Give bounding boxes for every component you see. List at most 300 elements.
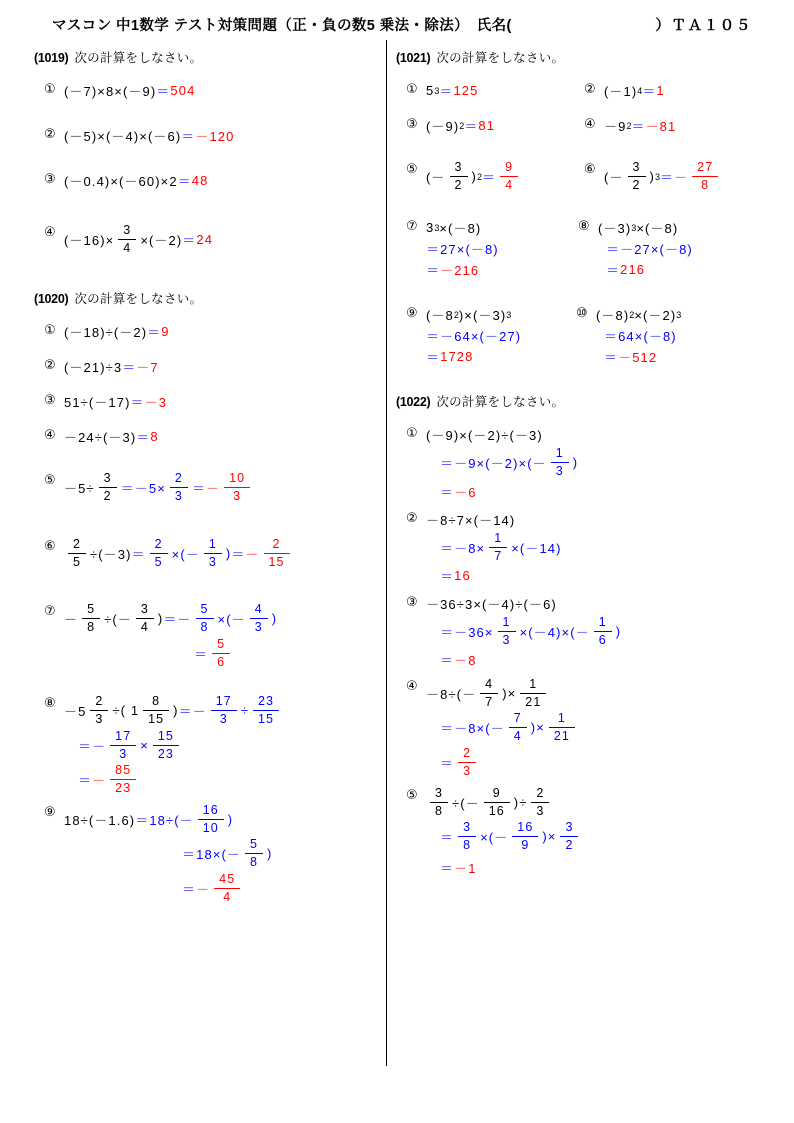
item-1021-9: [406, 305, 574, 366]
item-marker: ③: [44, 171, 57, 186]
work1-close-paren: ): [227, 812, 234, 828]
question-expression: (－18)÷(－2): [64, 325, 148, 341]
denominator: 3: [219, 712, 228, 727]
exponent: 3: [654, 171, 660, 182]
work-expression: ＝27×(－8): [426, 242, 499, 258]
item-marker: ⑨: [44, 804, 57, 819]
denominator: 2: [632, 178, 641, 193]
item-marker: ⑤: [406, 786, 419, 802]
work2-sign: －: [92, 738, 107, 754]
numerator: 3: [103, 471, 112, 486]
item-1021-3: [406, 116, 574, 135]
equals-sign: ＝: [130, 395, 145, 411]
line-question: [64, 695, 283, 726]
fraction-bar: [214, 888, 240, 889]
fraction-bar: [692, 176, 718, 177]
equals-sign-1: ＝: [120, 481, 135, 497]
item-marker: ①: [406, 425, 419, 441]
answer-sign: －: [196, 881, 211, 897]
denominator: 9: [521, 838, 530, 853]
numerator: 1: [555, 446, 564, 461]
fraction-bar: [153, 745, 179, 746]
numerator: 2: [95, 694, 104, 709]
work-operator-2: )×: [542, 829, 557, 845]
equals-sign-1: ＝: [440, 721, 455, 737]
denominator: 3: [254, 619, 263, 634]
numerator: 17: [115, 728, 132, 743]
question-expression: (－21)÷3: [64, 360, 123, 376]
fraction-bar: [224, 487, 250, 488]
question-expression: (－5)×(－4)×(－6): [64, 129, 182, 144]
exponent-1: 2: [453, 309, 459, 320]
equals-sign: ＝: [439, 84, 454, 99]
answer-value: 48: [191, 173, 209, 188]
question-sign: －: [64, 611, 79, 627]
work-operator: ×(－4)×(－: [519, 624, 590, 640]
fraction-work-1: [150, 538, 168, 569]
fraction-question-2: [520, 678, 546, 709]
exponent-2: 3: [506, 309, 512, 320]
question-expression: (－9)×(－2)÷(－3): [426, 428, 543, 444]
item-1021-8: [578, 218, 693, 279]
fraction-bar: [110, 779, 136, 780]
fraction-work1-1: [211, 695, 237, 726]
fraction-work1: [198, 804, 224, 835]
item-marker: ⑤: [44, 472, 57, 488]
fraction-work: [170, 472, 188, 503]
denominator: 2: [565, 838, 574, 853]
equals-sign-1: ＝: [440, 456, 455, 472]
denominator: 8: [701, 178, 710, 193]
item-1022-1: [406, 425, 756, 500]
denominator: 3: [233, 489, 242, 504]
fraction-bar: [204, 553, 222, 554]
fraction-work-3: [560, 821, 578, 852]
problem-1022: [396, 392, 756, 877]
item-marker: ⑧: [578, 218, 591, 234]
question-operator: ÷( 1: [112, 703, 140, 719]
line-work: [604, 326, 681, 345]
header-code: ）ＴＡ１０５: [655, 18, 752, 34]
fraction-bar: [170, 487, 188, 488]
numerator: 16: [202, 803, 219, 817]
line-answer: [440, 650, 621, 669]
answer-value: －81: [645, 119, 677, 134]
numerator: 1: [502, 614, 511, 629]
base-value: 3: [426, 220, 435, 236]
fraction-question-1: [90, 695, 108, 726]
numerator: 2: [154, 536, 163, 551]
denominator: 6: [598, 632, 607, 647]
equals-sign: ＝: [426, 263, 441, 279]
denominator: 4: [123, 241, 132, 256]
equals-sign-2: ＝: [440, 568, 455, 584]
equals-sign-1: ＝: [131, 546, 146, 562]
work1-part-a: 18÷(－: [149, 813, 194, 829]
denominator: 4: [140, 619, 149, 634]
denominator: 23: [115, 780, 132, 795]
equals-sign-1: ＝: [440, 624, 455, 640]
denominator: 7: [485, 695, 494, 710]
equals-sign-1: ＝: [178, 704, 193, 720]
denominator: 3: [95, 712, 104, 727]
problem-1019-title: [34, 48, 379, 66]
answer-value: －216: [440, 263, 480, 279]
denominator: 10: [202, 821, 219, 836]
item-1022-4: [406, 678, 756, 778]
item-1019-4: [44, 224, 379, 255]
fraction-question-2: [484, 787, 510, 818]
equals-sign-1: ＝: [440, 540, 455, 556]
answer-value: －8: [454, 653, 477, 668]
work-sign: －: [177, 611, 192, 627]
fraction-bar: [520, 693, 546, 694]
base-value: (－1): [604, 84, 638, 99]
numerator: 2: [536, 785, 545, 800]
numerator: 4: [254, 601, 263, 616]
line-work: [440, 616, 621, 647]
problem-number: (1021): [396, 51, 431, 65]
fraction-bar: [211, 710, 237, 711]
equals-sign-1: ＝: [163, 611, 178, 627]
fraction-bar: [500, 176, 518, 177]
equals-sign: ＝: [177, 174, 192, 189]
question-close-paren: ): [157, 610, 164, 626]
open-paren-sign: (－: [604, 170, 624, 186]
equals-sign-1: ＝: [440, 830, 455, 846]
fraction-bar: [212, 653, 230, 654]
line-question: [426, 787, 582, 818]
fraction-work-1: [498, 616, 516, 647]
answer-value: －512: [618, 350, 658, 366]
numerator: 1: [557, 711, 566, 726]
question-expression: －8÷7×(－14): [426, 512, 516, 528]
question-part-b: ÷(－3): [90, 546, 132, 562]
item-1020-2: [44, 357, 379, 376]
denominator: 15: [268, 554, 285, 569]
denominator: 15: [148, 712, 165, 727]
work-part-a: －8×(－: [454, 721, 505, 737]
exponent: 3: [631, 222, 637, 233]
line-answer: [440, 482, 578, 501]
work2-part-a: 18×(－: [196, 847, 241, 863]
denominator: 8: [249, 855, 259, 870]
fraction-question-1: [480, 678, 498, 709]
left-column: [34, 48, 379, 904]
fraction-bar: [489, 547, 507, 548]
equals-sign: ＝: [464, 119, 479, 134]
fraction-bar: [90, 710, 108, 711]
equals-sign: ＝: [426, 350, 441, 366]
fraction-bar: [245, 853, 263, 854]
fraction-work-2: [512, 821, 538, 852]
numerator: 1: [529, 677, 538, 691]
fraction-answer: [110, 764, 136, 795]
denominator: 8: [87, 619, 96, 634]
fraction-bar: [82, 618, 100, 619]
question-part-b: ×(－2): [634, 308, 677, 324]
fraction-question-2: [136, 603, 154, 634]
fraction-bar: [549, 727, 575, 728]
item-1021-2: [584, 81, 665, 100]
fraction-answer: [692, 161, 718, 192]
fraction-bar: [196, 618, 214, 619]
item-marker: ①: [406, 81, 419, 96]
fraction-work: [489, 532, 507, 563]
work-expression: ＝64×(－8): [604, 329, 677, 345]
line-work: [440, 712, 579, 743]
fraction-bar: [560, 836, 578, 837]
close-paren: ): [649, 169, 655, 185]
work1-sign: －: [192, 704, 207, 720]
question-operator-1: ÷(－: [452, 795, 480, 811]
item-marker: ③: [44, 392, 57, 408]
work-expression: ＝－64×(－27): [426, 329, 522, 345]
base-value: (－3): [598, 221, 632, 237]
problem-1021: [396, 48, 756, 366]
problem-number: (1020): [34, 292, 69, 307]
fraction-work-2: [204, 538, 222, 569]
fraction-bar: [458, 836, 476, 837]
fraction-bar: [450, 176, 468, 177]
answer-value: －120: [195, 129, 235, 144]
fraction: [118, 224, 136, 255]
line-question: [596, 305, 681, 324]
answer-value: －3: [144, 395, 168, 411]
base-value: (－9): [426, 119, 460, 134]
item-marker: ④: [584, 116, 597, 131]
answer-value: －6: [454, 484, 477, 500]
work-operator: )×: [530, 720, 545, 736]
numerator: 16: [517, 820, 534, 834]
item-1020-1: [44, 322, 379, 341]
line-question: [426, 218, 499, 237]
row-1021-4: [396, 218, 756, 279]
line-answer: [426, 347, 521, 366]
answer-value: 1728: [440, 349, 474, 365]
numerator: 23: [258, 694, 275, 709]
equals-sign-3: ＝: [78, 772, 93, 788]
question-operator: )×: [502, 686, 517, 702]
column-divider: [386, 40, 387, 1066]
denominator: 3: [463, 763, 472, 778]
equals-sign: ＝: [481, 170, 497, 186]
fraction-bar: [498, 631, 516, 632]
denominator: 4: [505, 178, 514, 193]
equals-sign: ＝: [659, 170, 675, 186]
fraction-work2-2: [153, 730, 179, 761]
fraction-work-2: [594, 616, 612, 647]
base-value: －9: [604, 119, 627, 134]
problem-1021-title: [396, 48, 756, 66]
fraction-question-3: [531, 787, 549, 818]
answer-value: 9: [161, 324, 170, 340]
problem-instruction: 次の計算をしなさい。: [436, 395, 565, 410]
question-rest: ×(－8): [636, 221, 679, 237]
item-marker: ⑨: [406, 305, 419, 321]
equals-sign-2: ＝: [182, 847, 197, 863]
work-part-a: －36×: [454, 624, 494, 640]
denominator: 16: [488, 803, 505, 818]
problem-instruction: 次の計算をしなさい。: [436, 51, 565, 65]
work-part-a: －9×(－2)×(－: [454, 456, 547, 472]
item-marker: ⑧: [44, 695, 57, 711]
work-close-paren: ): [572, 455, 579, 471]
exponent: 4: [637, 85, 643, 96]
work-close-paren: ): [225, 545, 232, 561]
fraction-work1-2: [253, 695, 279, 726]
numerator: 3: [565, 820, 574, 834]
numerator: 3: [123, 223, 132, 237]
equals-sign: ＝: [122, 360, 137, 376]
line-answer: [440, 858, 582, 877]
fraction-bar: [531, 802, 549, 803]
item-1021-7: [406, 218, 574, 279]
line-work: [426, 239, 499, 258]
numerator: 10: [229, 471, 246, 486]
denominator: 3: [502, 632, 511, 647]
equals-sign-2: ＝: [440, 861, 455, 877]
numerator: 9: [492, 785, 501, 800]
fraction-bar: [68, 553, 86, 554]
work-operator: ×(－: [217, 611, 246, 627]
denominator: 5: [154, 554, 163, 569]
fraction-answer: [458, 747, 476, 778]
answer-value: 16: [454, 567, 471, 583]
numerator: 1: [598, 614, 607, 629]
fraction-work-1: [196, 603, 214, 634]
item-1021-1: [406, 81, 574, 100]
problem-1020: [34, 289, 379, 904]
fraction-bar: [509, 727, 527, 728]
item-marker: ②: [44, 357, 57, 373]
fraction-question: [68, 538, 86, 569]
fraction-work2: [245, 838, 263, 869]
numerator: 3: [140, 601, 149, 616]
exponent: 3: [434, 222, 440, 233]
question-expression: －36÷3×(－4)÷(－6): [426, 596, 557, 612]
line-answer: [604, 347, 681, 366]
equals-sign-2: ＝: [194, 647, 209, 663]
right-column: [396, 48, 756, 877]
fraction-bar: [250, 618, 268, 619]
item-marker: ②: [44, 126, 57, 141]
equals-sign: ＝: [642, 84, 657, 99]
item-marker: ④: [44, 427, 57, 443]
numerator: 1: [494, 530, 503, 545]
line-answer: [440, 566, 562, 585]
fraction-work: [551, 447, 569, 478]
fraction-question: [450, 161, 468, 192]
denominator: 3: [174, 489, 183, 504]
denominator: 4: [223, 889, 232, 904]
line-work: [606, 239, 693, 258]
numerator: 4: [485, 677, 494, 691]
answer-value: 504: [170, 83, 196, 98]
item-marker: ⑩: [576, 305, 589, 321]
item-1020-5: [44, 472, 379, 503]
numerator: 45: [219, 871, 236, 886]
fraction-work-1: [509, 712, 527, 743]
fraction-bar: [480, 693, 498, 694]
item-1020-7: [44, 603, 379, 670]
numerator: 5: [249, 837, 259, 852]
question-part-a: －8÷(－: [426, 687, 477, 703]
item-1021-10: [576, 305, 681, 366]
question-rest: ×(－8): [439, 221, 482, 237]
exponent: 2: [626, 120, 632, 131]
work-operator-1: ×(－: [480, 830, 509, 846]
fraction-question: [628, 161, 646, 192]
numerator: 3: [434, 785, 444, 800]
line-answer: [182, 873, 272, 904]
answer-value: 8: [150, 429, 159, 445]
equals-sign-2: ＝: [440, 755, 455, 771]
question-part-a: (－16)×: [64, 233, 115, 249]
question-part-b: ×(－2): [140, 233, 183, 249]
item-1020-6: [44, 538, 379, 569]
line-answer: [426, 260, 499, 279]
item-marker: ②: [584, 81, 597, 96]
item-1022-3: [406, 594, 756, 669]
denominator: 2: [103, 489, 112, 504]
item-1019-3: [44, 171, 379, 190]
line-question: [426, 510, 562, 529]
denominator: 8: [463, 838, 472, 853]
denominator: 3: [555, 464, 564, 479]
question-part-a: (－8): [596, 308, 630, 324]
fraction-bar: [628, 176, 646, 177]
line-answer: [194, 638, 277, 669]
fraction-bar: [430, 802, 448, 803]
fraction-bar: [512, 836, 538, 837]
item-1020-9: [44, 804, 379, 904]
line-question: [426, 678, 579, 709]
numerator: 5: [87, 601, 96, 616]
denominator: 23: [157, 746, 174, 761]
equals-sign-2: ＝: [440, 653, 455, 668]
equals-sign-2: ＝: [231, 546, 246, 562]
exponent: 2: [476, 171, 482, 182]
row-1021-3: [396, 161, 756, 192]
denominator: 21: [553, 729, 570, 744]
work2-operator: ×: [140, 737, 149, 753]
fraction-question-1: [430, 787, 448, 818]
fraction-question: [99, 472, 117, 503]
item-marker: ③: [406, 593, 419, 609]
fraction-bar: [136, 618, 154, 619]
numerator: 2: [463, 745, 472, 760]
fraction-bar: [198, 819, 224, 820]
question-expression: (－7)×8×(－9): [64, 84, 157, 99]
item-marker: ⑦: [406, 218, 419, 234]
numerator: 1: [208, 536, 217, 551]
work-expression: ＝－27×(－8): [606, 242, 693, 258]
fraction-answer: [214, 873, 240, 904]
question-part-a: －5: [64, 704, 87, 720]
fraction-bar: [484, 802, 510, 803]
numerator: 15: [157, 728, 174, 743]
equals-sign-1: ＝: [135, 813, 150, 829]
work-close-paren: ): [615, 623, 622, 639]
equals-sign: ＝: [631, 119, 646, 134]
line-question: [426, 594, 621, 613]
line-question: [426, 305, 521, 324]
line-work: [440, 532, 562, 563]
numerator: 17: [215, 694, 232, 709]
line-question: [426, 425, 578, 444]
fraction-bar: [264, 553, 290, 554]
